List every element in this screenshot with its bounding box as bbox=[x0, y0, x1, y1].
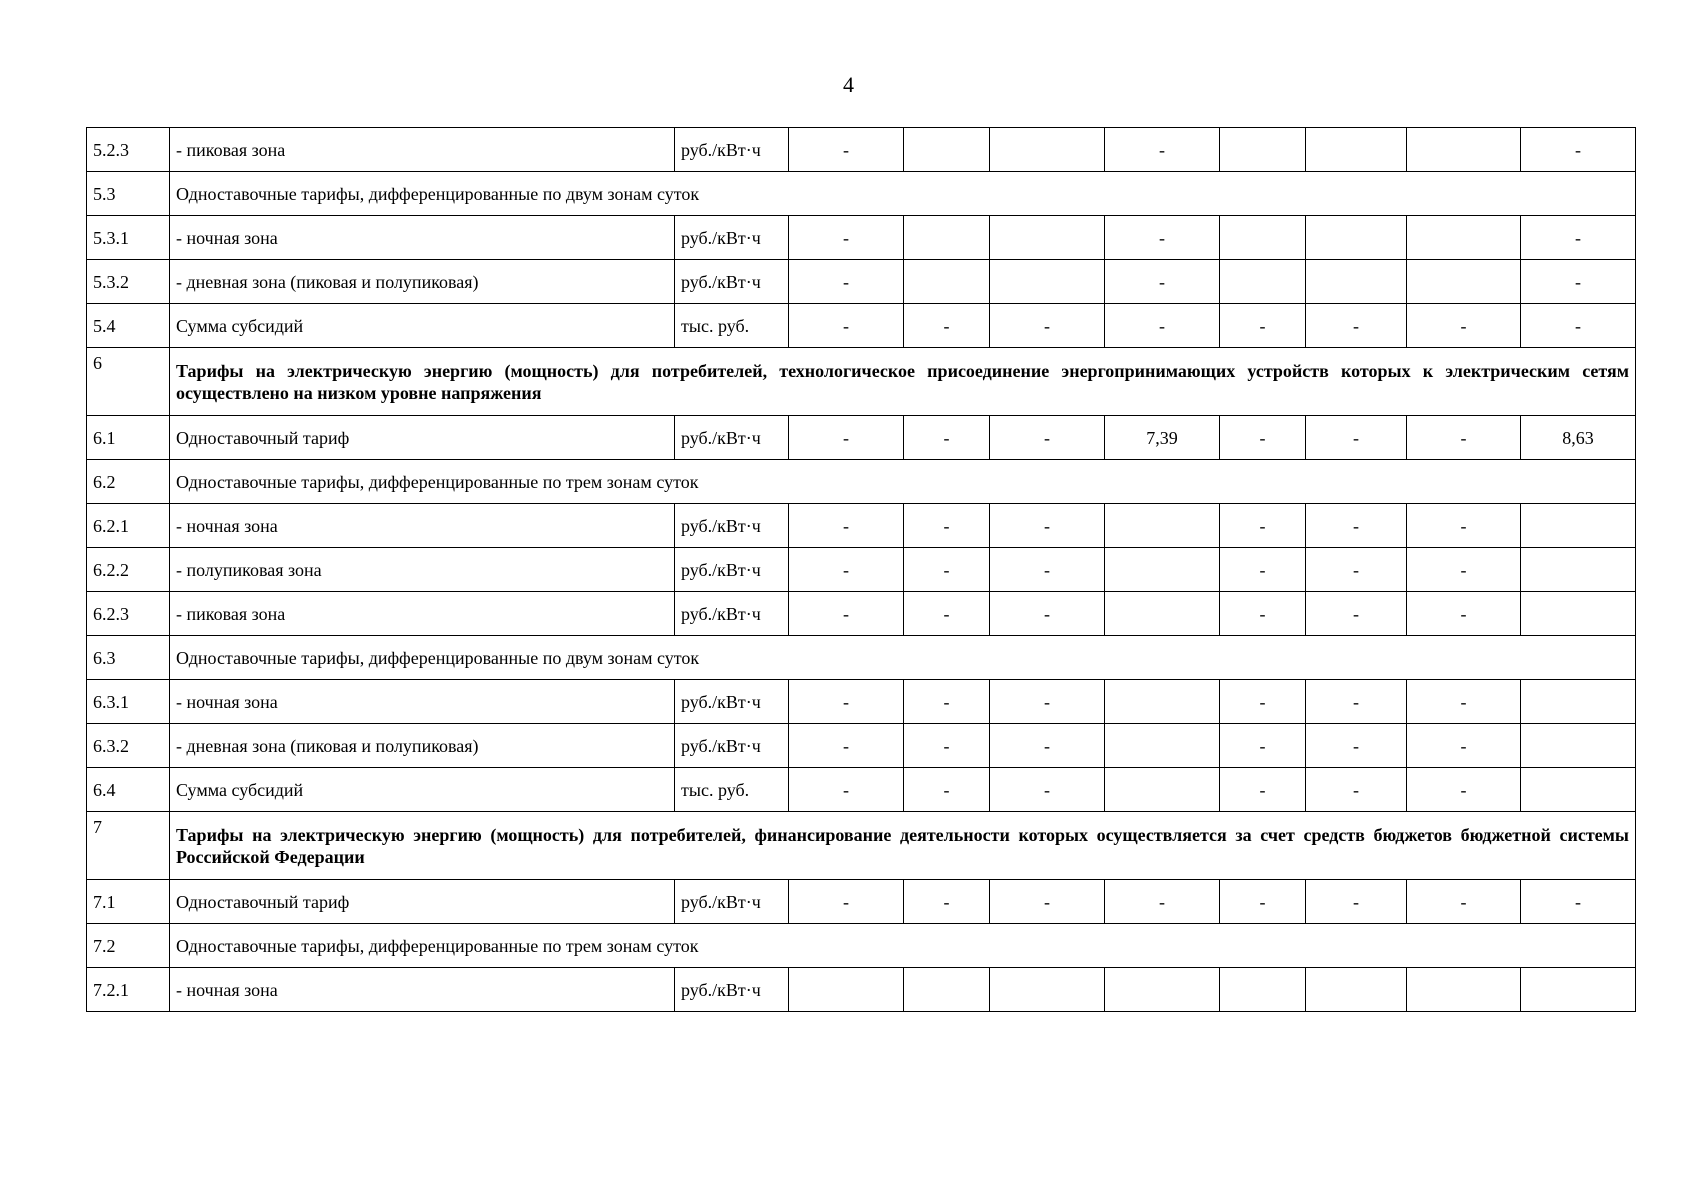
value-cell: - bbox=[1105, 216, 1220, 260]
row-number: 5.3 bbox=[87, 172, 170, 216]
value-cell: - bbox=[789, 504, 904, 548]
row-number: 7.2.1 bbox=[87, 968, 170, 1012]
value-cell: - bbox=[904, 548, 990, 592]
row-number: 5.3.1 bbox=[87, 216, 170, 260]
value-cell: - bbox=[1521, 260, 1636, 304]
value-cell: - bbox=[789, 548, 904, 592]
value-cell: - bbox=[904, 680, 990, 724]
value-cell bbox=[990, 260, 1105, 304]
value-cell: - bbox=[990, 680, 1105, 724]
value-cell: - bbox=[1220, 768, 1306, 812]
value-cell bbox=[1521, 968, 1636, 1012]
value-cell bbox=[1105, 680, 1220, 724]
value-cell: - bbox=[1220, 504, 1306, 548]
value-cell: - bbox=[990, 548, 1105, 592]
table-row bbox=[87, 968, 1636, 1012]
value-cell bbox=[990, 128, 1105, 172]
section-title: Тарифы на электрическую энергию (мощность) для потребителей, технологическое присоединение энергопринимающих устройств которых к электрическим сетям осуществлено на низком уровне напряжения bbox=[170, 348, 1636, 416]
row-label: - дневная зона (пиковая и полупиковая) bbox=[170, 260, 675, 304]
value-cell: - bbox=[904, 504, 990, 548]
row-label: - ночная зона bbox=[170, 680, 675, 724]
table-row bbox=[87, 216, 1636, 260]
value-cell: - bbox=[1407, 504, 1521, 548]
value-cell: - bbox=[1306, 592, 1407, 636]
subsection-title: Одноставочные тарифы, дифференцированные по двум зонам суток bbox=[170, 636, 1636, 680]
value-cell: - bbox=[1220, 592, 1306, 636]
value-cell: - bbox=[1407, 416, 1521, 460]
value-cell bbox=[1521, 592, 1636, 636]
value-cell bbox=[1220, 968, 1306, 1012]
table-row bbox=[87, 172, 1636, 216]
value-cell bbox=[904, 968, 990, 1012]
value-cell: - bbox=[904, 768, 990, 812]
row-label: Одноставочный тариф bbox=[170, 880, 675, 924]
table-row bbox=[87, 880, 1636, 924]
value-cell bbox=[1521, 680, 1636, 724]
value-cell bbox=[904, 128, 990, 172]
row-label: Сумма субсидий bbox=[170, 768, 675, 812]
table-row bbox=[87, 680, 1636, 724]
value-cell: - bbox=[789, 724, 904, 768]
value-cell bbox=[1407, 128, 1521, 172]
value-cell bbox=[1220, 128, 1306, 172]
subsection-title: Одноставочные тарифы, дифференцированные по трем зонам суток bbox=[170, 460, 1636, 504]
value-cell: - bbox=[789, 304, 904, 348]
value-cell: - bbox=[904, 416, 990, 460]
value-cell: - bbox=[1306, 880, 1407, 924]
row-label: - ночная зона bbox=[170, 504, 675, 548]
table-row bbox=[87, 348, 1636, 416]
value-cell: - bbox=[1306, 548, 1407, 592]
value-cell: - bbox=[789, 260, 904, 304]
value-cell: - bbox=[1407, 592, 1521, 636]
value-cell: - bbox=[789, 416, 904, 460]
row-number: 6.2.1 bbox=[87, 504, 170, 548]
value-cell: - bbox=[789, 880, 904, 924]
row-number: 6.1 bbox=[87, 416, 170, 460]
value-cell: - bbox=[1521, 128, 1636, 172]
value-cell bbox=[1521, 724, 1636, 768]
value-cell bbox=[1105, 548, 1220, 592]
row-number: 5.4 bbox=[87, 304, 170, 348]
value-cell: - bbox=[1220, 416, 1306, 460]
value-cell: 7,39 bbox=[1105, 416, 1220, 460]
row-number: 6.2 bbox=[87, 460, 170, 504]
value-cell: - bbox=[1407, 768, 1521, 812]
row-label: - полупиковая зона bbox=[170, 548, 675, 592]
row-label: - пиковая зона bbox=[170, 592, 675, 636]
value-cell: - bbox=[1306, 680, 1407, 724]
row-number: 6.2.2 bbox=[87, 548, 170, 592]
row-unit: руб./кВт·ч bbox=[675, 216, 789, 260]
value-cell: - bbox=[990, 304, 1105, 348]
subsection-title: Одноставочные тарифы, дифференцированные по трем зонам суток bbox=[170, 924, 1636, 968]
value-cell bbox=[1220, 216, 1306, 260]
value-cell: - bbox=[1220, 548, 1306, 592]
value-cell: - bbox=[1220, 680, 1306, 724]
value-cell bbox=[904, 260, 990, 304]
table-row bbox=[87, 768, 1636, 812]
value-cell bbox=[1306, 216, 1407, 260]
row-unit: руб./кВт·ч bbox=[675, 968, 789, 1012]
value-cell: - bbox=[789, 592, 904, 636]
table-row bbox=[87, 504, 1636, 548]
value-cell bbox=[990, 968, 1105, 1012]
row-unit: руб./кВт·ч bbox=[675, 128, 789, 172]
row-label: - ночная зона bbox=[170, 968, 675, 1012]
value-cell: - bbox=[1407, 680, 1521, 724]
value-cell: - bbox=[904, 592, 990, 636]
row-number: 7 bbox=[87, 812, 170, 880]
value-cell: - bbox=[990, 724, 1105, 768]
value-cell: - bbox=[1220, 304, 1306, 348]
row-number: 7.2 bbox=[87, 924, 170, 968]
value-cell bbox=[1105, 768, 1220, 812]
row-unit: руб./кВт·ч bbox=[675, 724, 789, 768]
value-cell: - bbox=[1105, 260, 1220, 304]
table-row bbox=[87, 724, 1636, 768]
value-cell bbox=[1407, 968, 1521, 1012]
table-row bbox=[87, 592, 1636, 636]
value-cell bbox=[1521, 504, 1636, 548]
value-cell: - bbox=[1407, 548, 1521, 592]
value-cell bbox=[1306, 128, 1407, 172]
row-label: Сумма субсидий bbox=[170, 304, 675, 348]
row-label: - дневная зона (пиковая и полупиковая) bbox=[170, 724, 675, 768]
value-cell: - bbox=[1306, 768, 1407, 812]
value-cell: - bbox=[1407, 880, 1521, 924]
row-number: 6.3 bbox=[87, 636, 170, 680]
value-cell bbox=[1105, 724, 1220, 768]
row-unit: тыс. руб. bbox=[675, 768, 789, 812]
value-cell: - bbox=[789, 128, 904, 172]
table-row bbox=[87, 460, 1636, 504]
row-unit: руб./кВт·ч bbox=[675, 260, 789, 304]
value-cell bbox=[904, 216, 990, 260]
row-unit: тыс. руб. bbox=[675, 304, 789, 348]
row-label: - ночная зона bbox=[170, 216, 675, 260]
value-cell bbox=[1521, 548, 1636, 592]
value-cell: - bbox=[990, 416, 1105, 460]
value-cell: - bbox=[1220, 880, 1306, 924]
value-cell bbox=[1306, 968, 1407, 1012]
row-number: 7.1 bbox=[87, 880, 170, 924]
table-row bbox=[87, 416, 1636, 460]
row-unit: руб./кВт·ч bbox=[675, 592, 789, 636]
value-cell: - bbox=[990, 768, 1105, 812]
value-cell: - bbox=[1306, 416, 1407, 460]
value-cell: - bbox=[1105, 128, 1220, 172]
value-cell: - bbox=[1407, 724, 1521, 768]
table-row bbox=[87, 260, 1636, 304]
value-cell: - bbox=[904, 304, 990, 348]
value-cell bbox=[1306, 260, 1407, 304]
value-cell: - bbox=[1521, 880, 1636, 924]
value-cell: - bbox=[789, 768, 904, 812]
value-cell: - bbox=[990, 504, 1105, 548]
value-cell bbox=[1105, 968, 1220, 1012]
value-cell bbox=[1521, 768, 1636, 812]
value-cell bbox=[1220, 260, 1306, 304]
value-cell bbox=[1105, 592, 1220, 636]
value-cell: - bbox=[904, 880, 990, 924]
table-row bbox=[87, 548, 1636, 592]
row-unit: руб./кВт·ч bbox=[675, 504, 789, 548]
row-number: 6.3.1 bbox=[87, 680, 170, 724]
table-row bbox=[87, 812, 1636, 880]
value-cell bbox=[990, 216, 1105, 260]
value-cell: - bbox=[1407, 304, 1521, 348]
subsection-title: Одноставочные тарифы, дифференцированные по двум зонам суток bbox=[170, 172, 1636, 216]
row-unit: руб./кВт·ч bbox=[675, 880, 789, 924]
row-number: 6.3.2 bbox=[87, 724, 170, 768]
row-number: 6.4 bbox=[87, 768, 170, 812]
row-number: 5.3.2 bbox=[87, 260, 170, 304]
value-cell: - bbox=[789, 680, 904, 724]
value-cell: - bbox=[990, 880, 1105, 924]
value-cell: - bbox=[1521, 304, 1636, 348]
value-cell: - bbox=[1105, 304, 1220, 348]
table-row bbox=[87, 128, 1636, 172]
row-number: 6 bbox=[87, 348, 170, 416]
row-unit: руб./кВт·ч bbox=[675, 416, 789, 460]
row-number: 6.2.3 bbox=[87, 592, 170, 636]
value-cell bbox=[1407, 260, 1521, 304]
value-cell: - bbox=[1306, 504, 1407, 548]
page-number: 4 bbox=[843, 72, 854, 97]
row-unit: руб./кВт·ч bbox=[675, 680, 789, 724]
value-cell: - bbox=[789, 216, 904, 260]
value-cell bbox=[789, 968, 904, 1012]
section-title: Тарифы на электрическую энергию (мощность) для потребителей, финансирование деятельности которых осуществляется за счет средств бюджетов бюджетной системы Российской Федерации bbox=[170, 812, 1636, 880]
table-row bbox=[87, 636, 1636, 680]
value-cell: - bbox=[1306, 724, 1407, 768]
row-label: - пиковая зона bbox=[170, 128, 675, 172]
value-cell: - bbox=[1521, 216, 1636, 260]
value-cell: - bbox=[990, 592, 1105, 636]
table-row bbox=[87, 304, 1636, 348]
value-cell: - bbox=[1105, 880, 1220, 924]
value-cell: 8,63 bbox=[1521, 416, 1636, 460]
value-cell bbox=[1105, 504, 1220, 548]
value-cell: - bbox=[904, 724, 990, 768]
row-unit: руб./кВт·ч bbox=[675, 548, 789, 592]
row-label: Одноставочный тариф bbox=[170, 416, 675, 460]
tariff-table bbox=[86, 127, 1636, 1012]
value-cell: - bbox=[1306, 304, 1407, 348]
table-row bbox=[87, 924, 1636, 968]
row-number: 5.2.3 bbox=[87, 128, 170, 172]
value-cell bbox=[1407, 216, 1521, 260]
value-cell: - bbox=[1220, 724, 1306, 768]
